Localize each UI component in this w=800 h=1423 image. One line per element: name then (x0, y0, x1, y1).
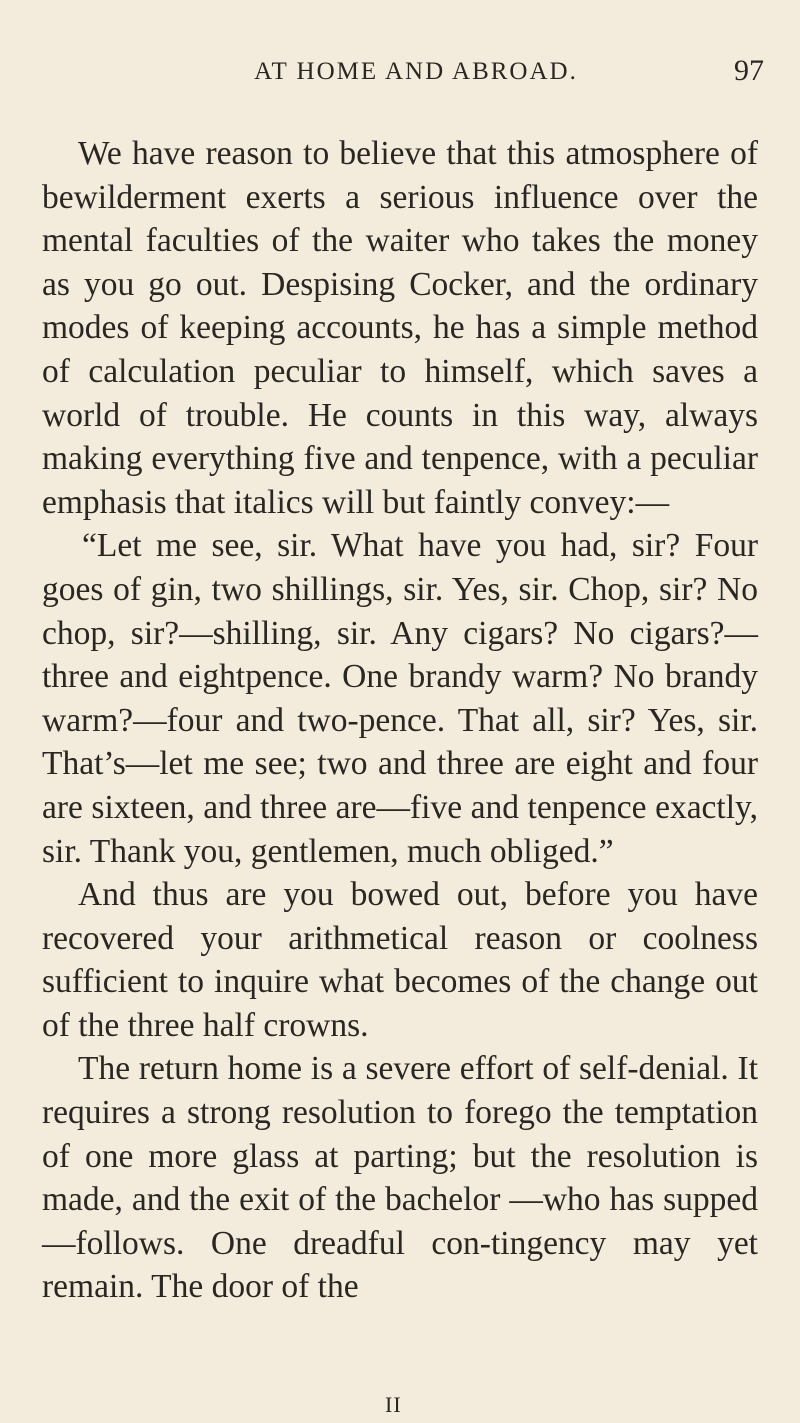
paragraph-2: “Let me see, sir. What have you had, sir? Four goes of gin, two shillings, sir. Yes, sir. Chop, sir? No chop, sir?—shilling, sir. Any cigars? No cigars?—three and eightpence. One brandy warm? No brandy warm?—four and two-pence. That all, sir? Yes, sir. That’s—let me see; two and three are eight and four are sixteen, and three are—five and tenpence exactly, sir. Thank you, gentlemen, much obliged.” (42, 527, 758, 870)
page-header (68, 50, 764, 94)
paragraph-4: The return home is a severe effort of self-denial. It requires a strong resolution to forego the temptation of one more glass at parting; but the resolution is made, and the exit of the bachelor —who has supped—follows. One dreadful con-tingency may yet remain. The door of the (42, 1050, 758, 1306)
signature-mark: II (385, 1392, 402, 1417)
body-text (42, 132, 758, 1309)
paragraph-3: And thus are you bowed out, before you have recovered your arithmetical reason or coolness sufficient to inquire what becomes of the change out of the three half crowns. (42, 876, 758, 1044)
paragraph-1: We have reason to believe that this atmosphere of bewilderment exerts a serious influence over the mental faculties of the waiter who takes the money as you go out. Despising Cocker, and the ordinary modes of keeping accounts, he has a simple method of calculation peculiar to himself, which saves a world of trouble. He counts in this way, always making everything five and tenpence, with a peculiar emphasis that italics will but faintly convey:— (42, 135, 758, 521)
page-number: 97 (734, 54, 764, 87)
running-head: AT HOME AND ABROAD. (254, 58, 578, 85)
